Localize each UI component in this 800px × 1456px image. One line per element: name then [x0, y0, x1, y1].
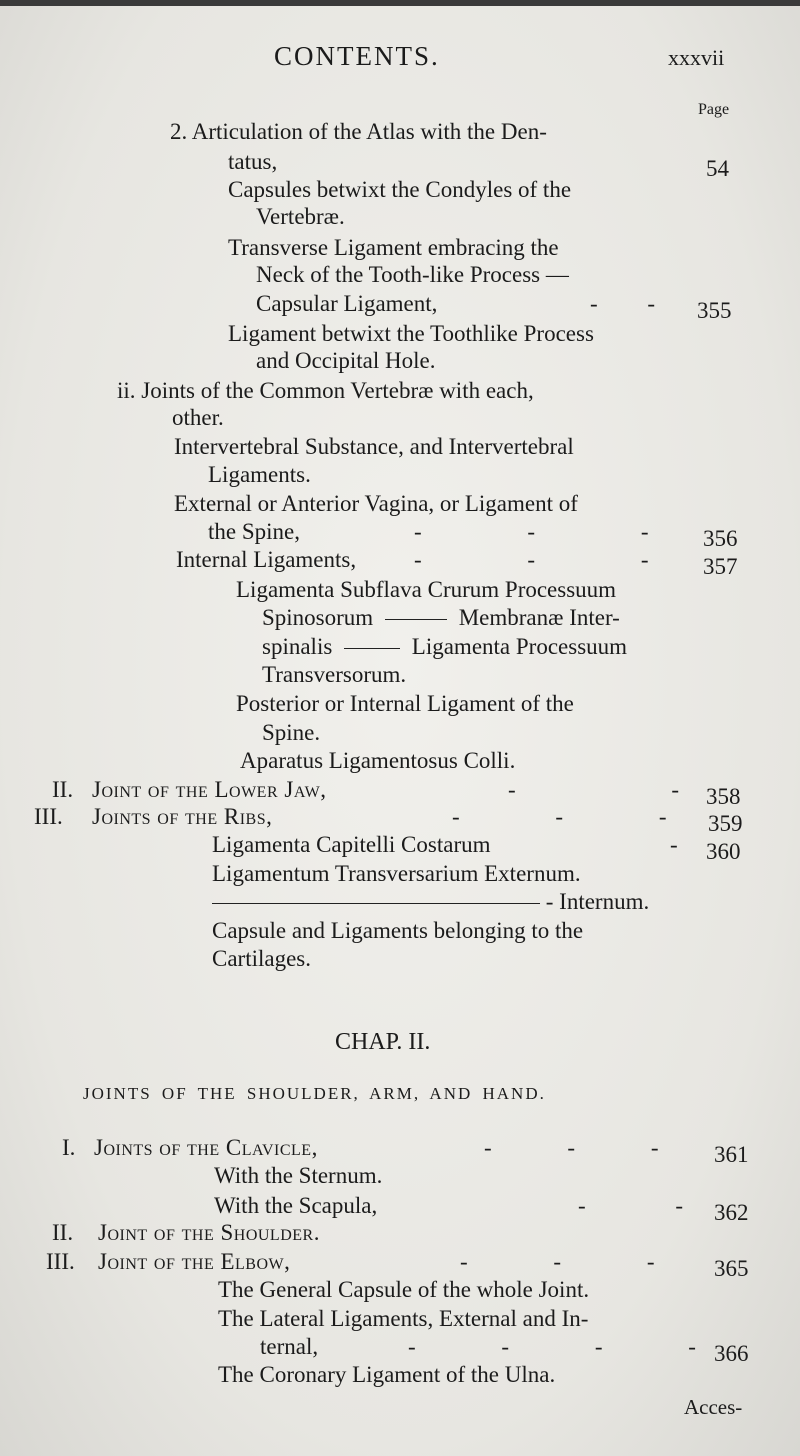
entry-external-vagina: External or Anterior Vagina, or Ligament of	[174, 491, 578, 516]
section-num: I.	[62, 1135, 76, 1160]
leader-dots: -	[670, 832, 678, 857]
leader-dots: - -	[508, 777, 680, 802]
dash-rule	[344, 648, 400, 649]
chapter-heading: CHAP. II.	[335, 1029, 431, 1055]
entry-general-capsule: The General Capsule of the whole Joint.	[218, 1277, 590, 1302]
section-num: III.	[46, 1249, 75, 1274]
entry-internum: - Internum.	[545, 889, 650, 914]
entry-ligamenta-processuum: Ligamenta Processuum	[411, 634, 628, 659]
page-title: CONTENTS.	[274, 41, 440, 71]
entry-atlas-dentatus-cont: tatus,	[228, 149, 278, 174]
entry-aparatus: Aparatus Ligamentosus Colli.	[240, 748, 516, 773]
entry-internum-line	[212, 888, 649, 916]
section-num: II.	[52, 1220, 74, 1245]
entry-capitelli: Ligamenta Capitelli Costarum	[212, 832, 491, 857]
entry-posterior-ligament-cont: Spine.	[262, 720, 321, 745]
entry-transversarium: Ligamentum Transversarium Externum.	[212, 861, 581, 886]
entry-sternum: With the Sternum.	[214, 1163, 383, 1188]
leader-dots: - -	[590, 291, 656, 316]
leader-dots: - - - -	[408, 1334, 696, 1359]
entry-intervertebral-substance-cont: Ligaments.	[208, 462, 311, 487]
entry-capsule-cartilages-cont: Cartilages.	[212, 946, 311, 971]
entry-spinosorum: Spinosorum	[262, 605, 374, 630]
entry-lateral-ligaments: The Lateral Ligaments, External and In-	[218, 1306, 589, 1331]
entry-capsules-condyles: Capsules betwixt the Condyles of the	[228, 177, 572, 202]
entry-transversorum: Transversorum.	[262, 662, 407, 687]
entry-ligament-toothlike: Ligament betwixt the Toothlike Process	[228, 321, 594, 346]
entry-ligamenta-subflava: Ligamenta Subflava Crurum Processuum	[236, 577, 617, 602]
leader-dots: - - -	[484, 1135, 659, 1160]
entry-lower-jaw: Joint of the Lower Jaw,	[92, 777, 327, 802]
page-number: xxxvii	[668, 45, 725, 70]
page-ref-357: 357	[703, 554, 738, 579]
entry-common-vertebrae-cont: other.	[172, 405, 224, 430]
section-num: III.	[34, 804, 63, 829]
entry-common-vertebrae: ii. Joints of the Common Vertebræ with each,	[117, 378, 534, 403]
entry-transverse-ligament-cont: Neck of the Tooth-like Process —	[256, 262, 569, 287]
entry-internal-ligaments: Internal Ligaments,	[176, 547, 357, 572]
page-ref-366: 366	[714, 1341, 749, 1366]
page-ref-362: 362	[714, 1200, 749, 1225]
entry-spinosorum-line	[262, 604, 620, 632]
entry-transverse-ligament: Transverse Ligament embracing the	[228, 235, 559, 260]
catchword: Acces-	[684, 1395, 743, 1419]
leader-dots: - - -	[452, 804, 667, 829]
leader-dots: - - -	[414, 519, 649, 544]
leader-dots: - -	[578, 1193, 684, 1218]
entry-intervertebral-substance: Intervertebral Substance, and Intervertebral	[174, 434, 574, 459]
entry-membranae: Membranæ Inter-	[458, 605, 620, 630]
chapter-subheading: JOINTS OF THE SHOULDER, ARM, AND HAND.	[83, 1084, 546, 1103]
page-ref-361: 361	[714, 1142, 749, 1167]
entry-clavicle: Joints of the Clavicle,	[94, 1135, 318, 1160]
leader-dots: - - -	[460, 1249, 655, 1274]
entry-ribs: Joints of the Ribs,	[92, 804, 273, 829]
entry-atlas-dentatus: 2. Articulation of the Atlas with the Den-	[170, 119, 547, 144]
page-ref-355: 355	[697, 298, 732, 323]
dash-rule	[212, 903, 540, 904]
entry-capsules-condyles-cont: Vertebræ.	[256, 204, 345, 229]
entry-elbow: Joint of the Elbow,	[98, 1249, 291, 1274]
entry-shoulder: Joint of the Shoulder.	[98, 1220, 320, 1245]
section-num: II.	[52, 777, 74, 802]
page-ref-365: 365	[714, 1256, 749, 1281]
page-top-edge	[0, 0, 800, 6]
entry-scapula: With the Scapula,	[214, 1193, 378, 1218]
entry-coronary-ligament: The Coronary Ligament of the Ulna.	[218, 1362, 556, 1387]
entry-spinalis-line	[262, 633, 627, 661]
entry-capsule-cartilages: Capsule and Ligaments belonging to the	[212, 918, 584, 943]
page-ref-358: 358	[706, 784, 741, 809]
page-ref-54: 54	[706, 156, 729, 181]
leader-dots: - - -	[414, 547, 649, 572]
entry-capsular-ligament: Capsular Ligament,	[256, 291, 438, 316]
entry-lateral-ligaments-cont: ternal,	[260, 1334, 319, 1359]
page-column-label: Page	[698, 101, 730, 118]
entry-posterior-ligament: Posterior or Internal Ligament of the	[236, 691, 574, 716]
entry-external-vagina-cont: the Spine,	[208, 519, 300, 544]
entry-spinalis: spinalis	[262, 634, 333, 659]
dash-rule	[385, 619, 447, 620]
page-ref-356: 356	[703, 526, 738, 551]
page-ref-360: 360	[706, 839, 741, 864]
entry-ligament-toothlike-cont: and Occipital Hole.	[256, 348, 436, 373]
page-ref-359: 359	[708, 811, 743, 836]
